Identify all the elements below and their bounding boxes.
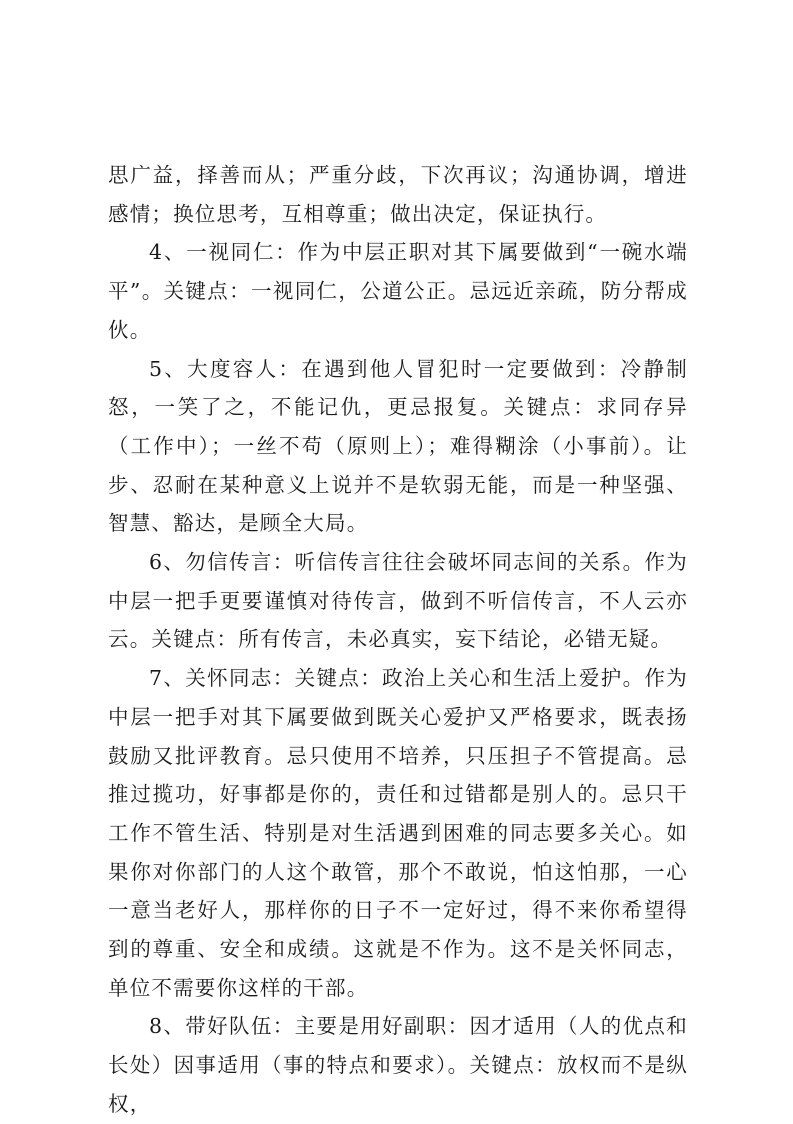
paragraph-item-8: 8、带好队伍：主要是用好副职：因才适用（人的优点和长处）因事适用（事的特点和要求）。关键点：放权而不是纵权， (108, 1014, 688, 1116)
paragraph-item-6: 6、勿信传言：听信传言往往会破坏同志间的关系。作为中层一把手更要谨慎对待传言，做到不听信传言，不人云亦云。关键点：所有传言，未必真实，妄下结论，必错无疑。 (108, 550, 688, 652)
paragraph-item-7: 7、关怀同志：关键点：政治上关心和生活上爱护。作为中层一把手对其下属要做到既关心爱护又严格要求，既表扬鼓励又批评教育。忌只使用不培养，只压担子不管提高。忌推过揽功，好事都是你的，责任和过错都是别人的。忌只干工作不管生活、特别是对生活遇到困难的同志要多关心。如果你对你部门的人这个敢管，那个不敢说，怕这怕那，一心一意当老好人，那样你的日子不一定好过，得不来你希望得到的尊重、安全和成绩。这就是不作为。这不是关怀同志，单位不需要你这样的干部。 (108, 666, 688, 1000)
paragraph-item-5: 5、大度容人：在遇到他人冒犯时一定要做到：冷静制怒，一笑了之，不能记仇，更忌报复。关键点：求同存异（工作中）；一丝不苟（原则上）；难得糊涂（小事前）。让步、忍耐在某种意义上说并不是软弱无能，而是一种坚强、智慧、豁达，是顾全大局。 (108, 356, 688, 536)
paragraph-continuation: 思广益，择善而从；严重分歧，下次再议；沟通协调，增进感情；换位思考，互相尊重；做出决定，保证执行。 (108, 163, 688, 226)
document-body (108, 156, 688, 1124)
paragraph-item-4: 4、一视同仁：作为中层正职对其下属要做到“一碗水端平”。关键点：一视同仁，公道公正。忌远近亲疏，防分帮成伙。 (108, 240, 688, 342)
